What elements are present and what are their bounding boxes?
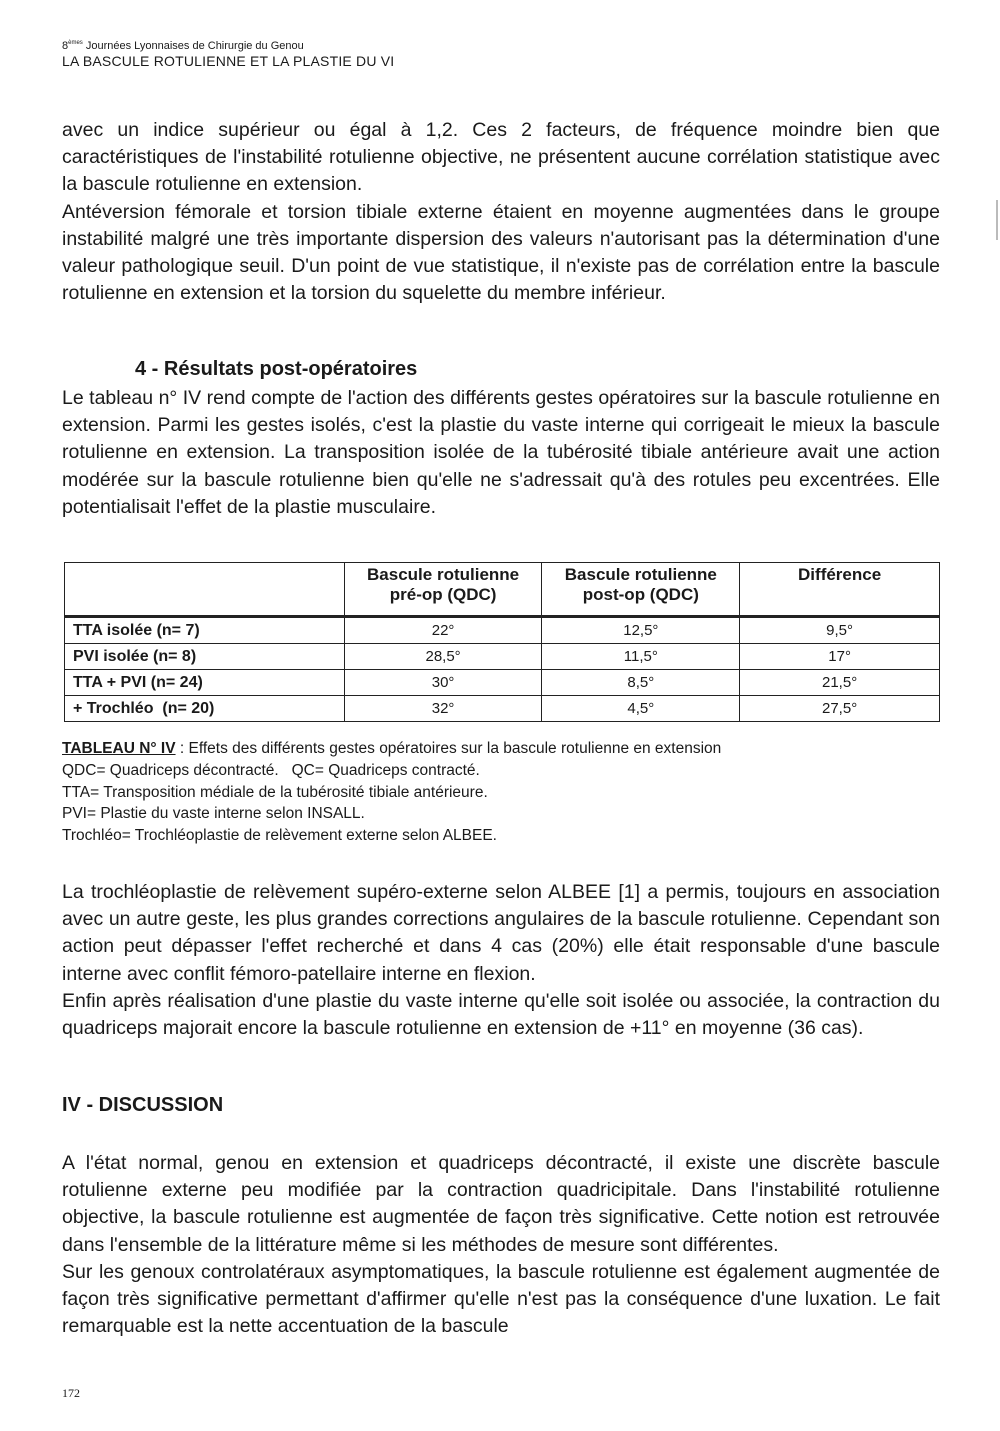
paragraph-block-3 bbox=[62, 879, 940, 1042]
table-header-preop: Bascule rotulienne pré-op (QDC) bbox=[344, 563, 542, 617]
caption-note: TTA= Transposition médiale de la tubérosité tibiale antérieure. bbox=[62, 783, 488, 801]
scan-edge-mark bbox=[996, 200, 998, 240]
cell-postop: 4,5° bbox=[542, 696, 740, 722]
paragraph-block-2 bbox=[62, 385, 940, 521]
paragraph-block-1 bbox=[62, 117, 940, 307]
row-label: TTA isolée (n= 7) bbox=[65, 617, 345, 644]
paragraph: Le tableau n° IV rend compte de l'action des différents gestes opératoires sur la bascule rotulienne en extension. Parmi les gestes isolés, c'est la plastie du vaste interne qui corrigeait le mieux la bascule rotulienne en extension. La transposition isolée de la tubérosité tibiale antérieure avait une action modérée sur la bascule rotulienne bien qu'elle ne s'adressait qu'à des rotules peu excentrées. Elle potentialisait l'effet de la plastie musculaire. bbox=[62, 387, 940, 518]
caption-note: Trochléo= Trochléoplastie de relèvement externe selon ALBEE. bbox=[62, 827, 497, 845]
cell-postop: 11,5° bbox=[542, 644, 740, 670]
row-label: PVI isolée (n= 8) bbox=[65, 644, 345, 670]
table-row bbox=[65, 617, 940, 644]
cell-difference: 21,5° bbox=[740, 670, 940, 696]
table-row bbox=[65, 696, 940, 722]
table-header-row bbox=[65, 563, 940, 617]
cell-postop: 12,5° bbox=[542, 617, 740, 644]
paragraph: avec un indice supérieur ou égal à 1,2. Ces 2 facteurs, de fréquence moindre bien que caractéristiques de l'instabilité rotulienne objective, ne présentent aucune corrélation statistique avec la bascule rotulienne en extension. bbox=[62, 119, 940, 196]
header-ordinal-suffix: èmes bbox=[68, 40, 83, 46]
results-table bbox=[64, 562, 940, 722]
caption-note: QDC= Quadriceps décontracté. QC= Quadriceps contracté. bbox=[62, 761, 480, 779]
running-header bbox=[62, 36, 394, 70]
paragraph: Enfin après réalisation d'une plastie du vaste interne qu'elle soit isolée ou associée, la contraction du quadriceps majorait encore la bascule rotulienne en extension de +11° en moyenne (36 cas). bbox=[62, 989, 940, 1040]
header-ordinal: 8 bbox=[62, 40, 69, 52]
table-caption bbox=[62, 738, 721, 847]
table-header-empty bbox=[65, 563, 345, 617]
table-header-postop: Bascule rotulienne post-op (QDC) bbox=[542, 563, 740, 617]
caption-title bbox=[62, 738, 721, 760]
row-label: + Trochléo (n= 20) bbox=[65, 696, 345, 722]
row-label: TTA + PVI (n= 24) bbox=[65, 670, 345, 696]
table-header-difference: Différence bbox=[740, 563, 940, 617]
caption-label: TABLEAU N° IV bbox=[62, 740, 176, 757]
caption-note: PVI= Plastie du vaste interne selon INSALL. bbox=[62, 805, 365, 823]
table-row bbox=[65, 670, 940, 696]
subsection-heading: 4 - Résultats post-opératoires bbox=[135, 358, 418, 380]
cell-preop: 32° bbox=[344, 696, 542, 722]
caption-text: : Effets des différents gestes opératoires sur la bascule rotulienne en extension bbox=[175, 740, 722, 757]
cell-difference: 9,5° bbox=[740, 617, 940, 644]
page-number: 172 bbox=[62, 1386, 80, 1400]
cell-preop: 22° bbox=[344, 617, 542, 644]
cell-postop: 8,5° bbox=[542, 670, 740, 696]
paragraph-block-4 bbox=[62, 1150, 940, 1340]
paragraph: A l'état normal, genou en extension et quadriceps décontracté, il existe une discrète bascule rotulienne externe peu modifiée par la contraction quadricipitale. Dans l'instabilité rotulienne objective, la bascule rotulienne est augmentée de façon très significative. Cette notion est retrouvée dans l'ensemble de la littérature même si les méthodes de mesure sont différentes. bbox=[62, 1152, 940, 1256]
paragraph: Antéversion fémorale et torsion tibiale externe étaient en moyenne augmentées dans le groupe instabilité malgré une très importante dispersion des valeurs n'autorisant pas la détermination d'une valeur pathologique seuil. D'un point de vue statistique, il n'existe pas de corrélation entre la bascule rotulienne en extension et la torsion du squelette du membre inférieur. bbox=[62, 200, 940, 305]
section-heading: IV - DISCUSSION bbox=[62, 1094, 224, 1116]
paragraph: Sur les genoux controlatéraux asymptomatiques, la bascule rotulienne est également augmentée de façon très significative permettant d'affirmer qu'elle n'est pas la conséquence d'une luxation. Le fait remarquable est la nette accentuation de la bascule bbox=[62, 1260, 940, 1338]
cell-difference: 17° bbox=[740, 644, 940, 670]
table-row bbox=[65, 644, 940, 670]
header-conference bbox=[62, 36, 394, 53]
cell-preop: 30° bbox=[344, 670, 542, 696]
cell-difference: 27,5° bbox=[740, 696, 940, 722]
header-conference-name: Journées Lyonnaises de Chirurgie du Genou bbox=[82, 40, 304, 52]
header-title: LA BASCULE ROTULIENNE ET LA PLASTIE DU VI bbox=[62, 53, 395, 69]
cell-preop: 28,5° bbox=[344, 644, 542, 670]
paragraph: La trochléoplastie de relèvement supéro-externe selon ALBEE [1] a permis, toujours en association avec un autre geste, les plus grandes corrections angulaires de la bascule rotulienne. Cependant son action peut dépasser l'effet recherché et dans 4 cas (20%) elle était responsable d'une bascule interne avec conflit fémoro-patellaire interne en flexion. bbox=[62, 881, 940, 985]
